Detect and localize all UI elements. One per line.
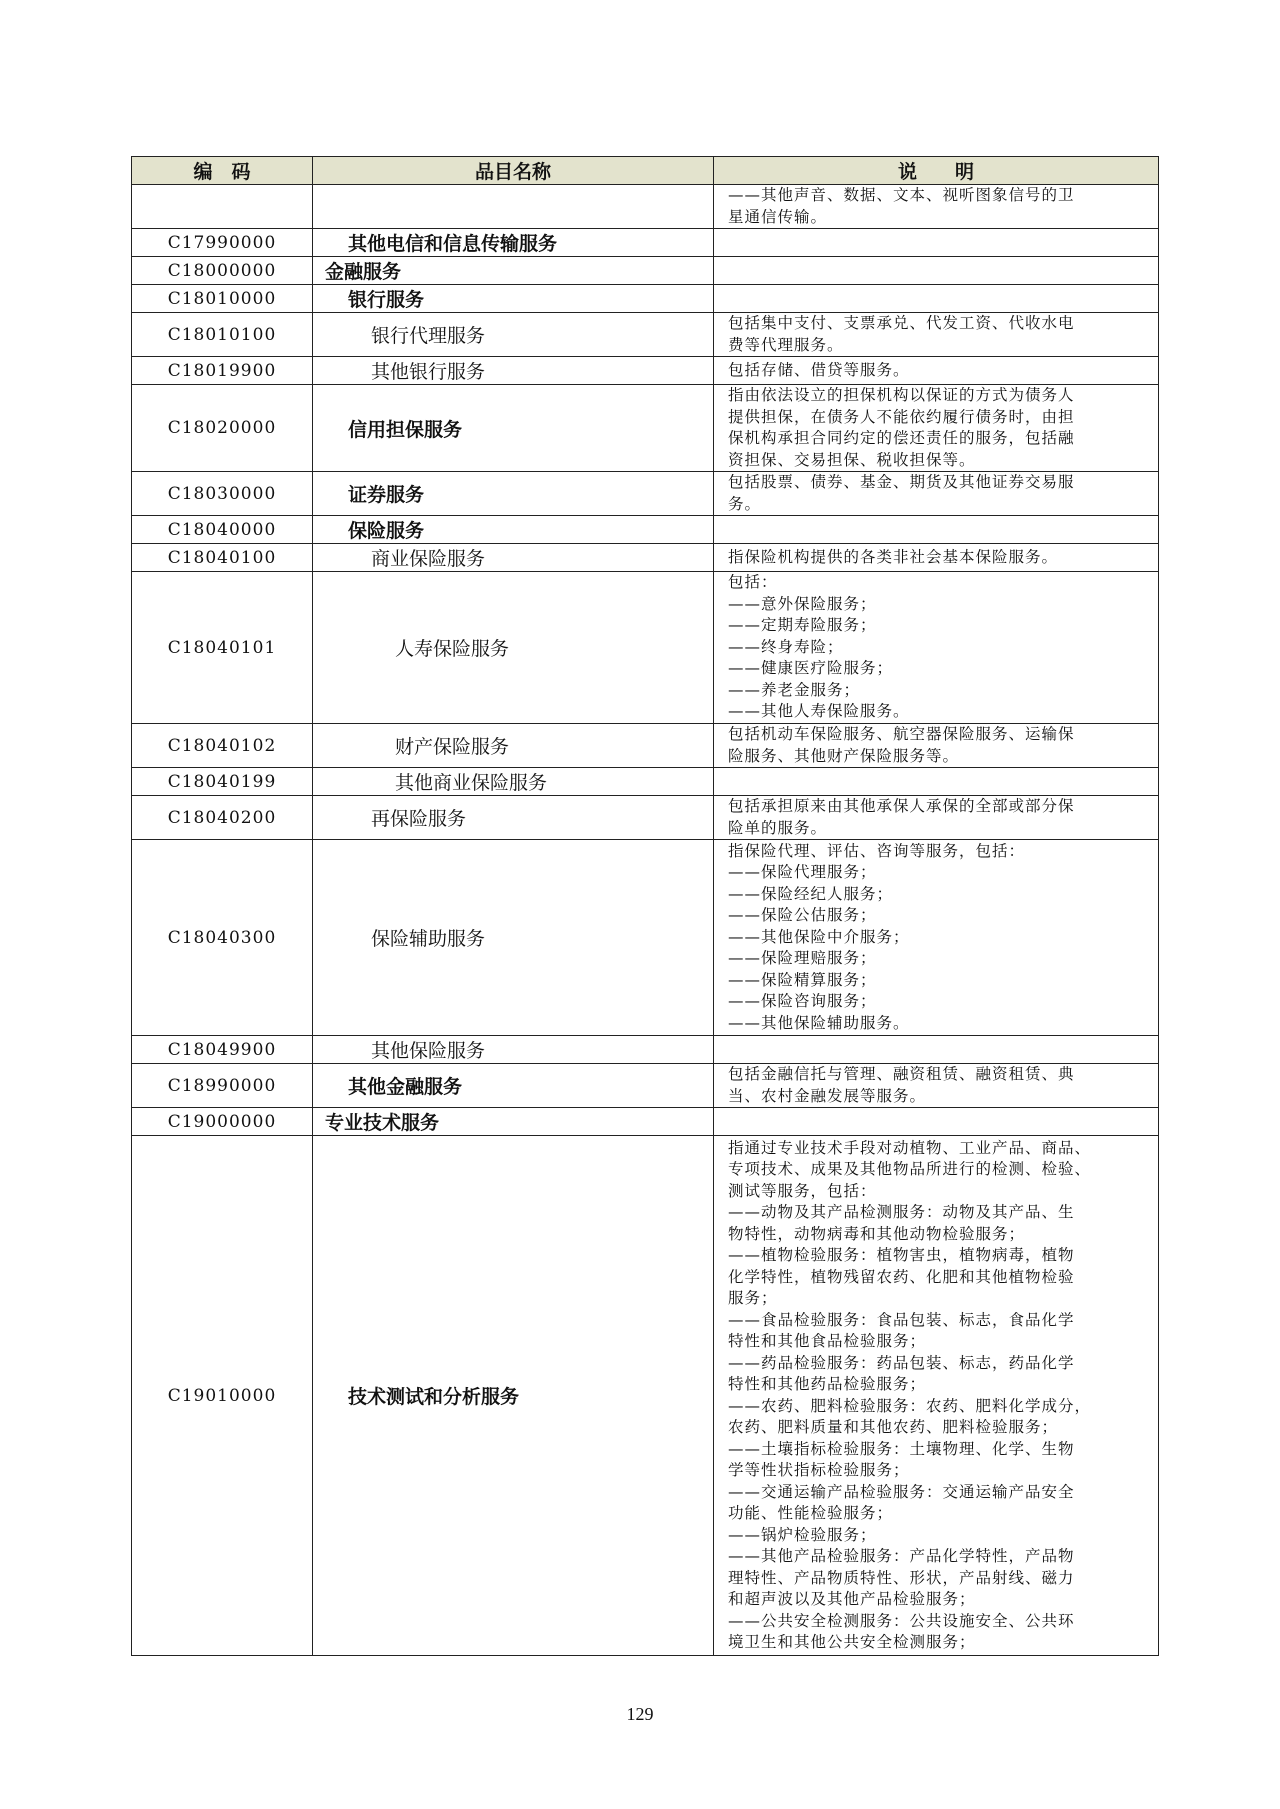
item-code: C18040000: [132, 516, 313, 544]
description-line: 境卫生和其他公共安全检测服务；: [728, 1633, 976, 1651]
item-name: 银行服务: [313, 285, 714, 313]
table-row: [132, 313, 1159, 357]
description-line: 资担保、交易担保、税收担保等。: [728, 450, 976, 469]
item-code: C18040102: [132, 724, 313, 768]
description-line: ——保险精算服务；: [728, 970, 877, 989]
description-line: 指保险代理、评估、咨询等服务，包括：: [728, 841, 1026, 860]
description-line: ——其他人寿保险服务。: [728, 702, 910, 721]
description-line: 包括存储、借贷等服务。: [728, 360, 910, 379]
item-description: [714, 544, 1159, 572]
description-line: ——动物及其产品检测服务：动物及其产品、生: [728, 1203, 1075, 1221]
item-name: 再保险服务: [313, 796, 714, 840]
description-line: ——其他保险中介服务；: [728, 927, 910, 946]
description-line: 特性和其他药品检验服务；: [728, 1375, 927, 1393]
table-row: [132, 516, 1159, 544]
item-code: C18000000: [132, 257, 313, 285]
description-line: ——交通运输产品检验服务：交通运输产品安全: [728, 1482, 1075, 1501]
description-line: 务。: [728, 494, 762, 513]
item-description: [714, 472, 1159, 516]
item-description: [714, 768, 1159, 796]
description-line: 化学特性，植物残留农药、化肥和其他植物检验: [728, 1267, 1075, 1286]
description-line: ——保险理赔服务；: [728, 949, 877, 968]
item-name: [313, 185, 714, 229]
description-line: 特性和其他食品检验服务；: [728, 1332, 927, 1350]
description-line: ——健康医疗险服务；: [728, 659, 894, 678]
description-line: ——其他保险辅助服务。: [728, 1013, 910, 1032]
item-name: 人寿保险服务: [313, 572, 714, 724]
item-description: [714, 313, 1159, 357]
item-description: [714, 285, 1159, 313]
description-line: 物特性，动物病毒和其他动物检验服务；: [728, 1224, 1026, 1243]
table-row: [132, 257, 1159, 285]
description-line: 功能、性能检验服务；: [728, 1504, 894, 1522]
item-description: [714, 724, 1159, 768]
item-description: [714, 796, 1159, 840]
description-line: ——终身寿险；: [728, 637, 844, 656]
table-row: [132, 1064, 1159, 1108]
table-row: [132, 472, 1159, 516]
item-name: 其他金融服务: [313, 1064, 714, 1108]
description-line: 提供担保，在债务人不能依约履行债务时，由担: [728, 407, 1075, 426]
item-name: 保险辅助服务: [313, 840, 714, 1036]
description-line: ——定期寿险服务；: [728, 616, 877, 635]
item-name: 信用担保服务: [313, 385, 714, 472]
description-line: 包括集中支付、支票承兑、代发工资、代收水电: [728, 314, 1075, 332]
description-line: ——土壤指标检验服务：土壤物理、化学、生物: [728, 1439, 1075, 1458]
item-code: C18040200: [132, 796, 313, 840]
table-body: [132, 185, 1159, 1656]
item-name: 其他银行服务: [313, 357, 714, 385]
description-line: 指由依法设立的担保机构以保证的方式为债务人: [728, 386, 1075, 404]
item-code: [132, 185, 313, 229]
description-line: ——植物检验服务：植物害虫，植物病毒，植物: [728, 1246, 1075, 1264]
description-line: 服务；: [728, 1289, 778, 1307]
table-row: [132, 357, 1159, 385]
table-row: [132, 768, 1159, 796]
item-code: C18040101: [132, 572, 313, 724]
description-line: ——其他产品检验服务：产品化学特性，产品物: [728, 1547, 1075, 1565]
table-row: [132, 385, 1159, 472]
table-row: [132, 229, 1159, 257]
description-line: 学等性状指标检验服务；: [728, 1461, 910, 1479]
item-description: [714, 357, 1159, 385]
table-row: [132, 285, 1159, 313]
item-description: [714, 516, 1159, 544]
item-code: C18010000: [132, 285, 313, 313]
item-name: 商业保险服务: [313, 544, 714, 572]
item-code: C18020000: [132, 385, 313, 472]
description-line: 当、农村金融发展等服务。: [728, 1086, 927, 1105]
item-name: 保险服务: [313, 516, 714, 544]
table-row: [132, 724, 1159, 768]
table-row: [132, 185, 1159, 229]
item-name: 其他电信和信息传输服务: [313, 229, 714, 257]
description-line: 专项技术、成果及其他物品所进行的检测、检验、: [728, 1160, 1092, 1178]
page-number: 129: [626, 1704, 654, 1724]
description-line: 包括承担原来由其他承保人承保的全部或部分保: [728, 797, 1075, 815]
table-row: [132, 544, 1159, 572]
item-code: C18030000: [132, 472, 313, 516]
item-name: 专业技术服务: [313, 1108, 714, 1136]
table-row: [132, 1136, 1159, 1656]
item-name: 技术测试和分析服务: [313, 1136, 714, 1656]
item-description: [714, 1036, 1159, 1064]
description-line: 指通过专业技术手段对动植物、工业产品、商品、: [728, 1138, 1092, 1157]
catalog-table: [131, 156, 1159, 1656]
description-line: 星通信传输。: [728, 207, 828, 226]
description-line: 和超声波以及其他产品检验服务；: [728, 1590, 976, 1608]
table-header-row: [132, 157, 1159, 185]
item-description: [714, 572, 1159, 724]
table-row: [132, 1036, 1159, 1064]
table-row: [132, 840, 1159, 1036]
description-line: 包括：: [728, 573, 778, 592]
description-line: ——养老金服务；: [728, 680, 861, 699]
item-code: C17990000: [132, 229, 313, 257]
item-name: 银行代理服务: [313, 313, 714, 357]
table-row: [132, 796, 1159, 840]
item-description: [714, 1064, 1159, 1108]
description-line: ——锅炉检验服务；: [728, 1525, 877, 1544]
description-line: ——农药、肥料检验服务：农药、肥料化学成分，: [728, 1396, 1092, 1415]
item-code: C18990000: [132, 1064, 313, 1108]
description-line: ——保险咨询服务；: [728, 992, 877, 1011]
description-line: ——保险代理服务；: [728, 863, 877, 882]
item-code: C18040300: [132, 840, 313, 1036]
item-name: 其他保险服务: [313, 1036, 714, 1064]
header-desc: 说 明: [714, 157, 1159, 185]
item-code: C19000000: [132, 1108, 313, 1136]
description-line: 费等代理服务。: [728, 335, 844, 354]
item-code: C18019900: [132, 357, 313, 385]
description-line: 理特性、产品物质特性、形状，产品射线、磁力: [728, 1568, 1075, 1587]
description-line: 保机构承担合同约定的偿还责任的服务，包括融: [728, 429, 1075, 447]
item-description: [714, 1136, 1159, 1656]
description-line: ——其他声音、数据、文本、视听图象信号的卫: [728, 186, 1075, 204]
item-code: C18049900: [132, 1036, 313, 1064]
description-line: ——药品检验服务：药品包装、标志，药品化学: [728, 1353, 1075, 1372]
description-line: 包括金融信托与管理、融资租赁、融资租赁、典: [728, 1065, 1075, 1083]
description-line: 农药、肥料质量和其他农药、肥料检验服务；: [728, 1418, 1059, 1436]
description-line: 指保险机构提供的各类非社会基本保险服务。: [728, 547, 1059, 566]
description-line: ——食品检验服务：食品包装、标志，食品化学: [728, 1310, 1075, 1329]
item-description: [714, 385, 1159, 472]
item-name: 金融服务: [313, 257, 714, 285]
description-line: 测试等服务，包括：: [728, 1181, 877, 1200]
item-description: [714, 257, 1159, 285]
item-code: C19010000: [132, 1136, 313, 1656]
item-name: 其他商业保险服务: [313, 768, 714, 796]
item-description: [714, 185, 1159, 229]
item-description: [714, 1108, 1159, 1136]
description-line: ——保险经纪人服务；: [728, 884, 894, 903]
item-description: [714, 840, 1159, 1036]
description-line: 险服务、其他财产保险服务等。: [728, 746, 960, 765]
item-name: 证券服务: [313, 472, 714, 516]
header-name: 品目名称: [313, 157, 714, 185]
table-row: [132, 1108, 1159, 1136]
table-row: [132, 572, 1159, 724]
header-code: 编 码: [132, 157, 313, 185]
item-name: 财产保险服务: [313, 724, 714, 768]
item-code: C18040100: [132, 544, 313, 572]
description-line: 包括机动车保险服务、航空器保险服务、运输保: [728, 725, 1075, 743]
description-line: ——公共安全检测服务：公共设施安全、公共环: [728, 1611, 1075, 1630]
description-line: ——保险公估服务；: [728, 906, 877, 925]
item-description: [714, 229, 1159, 257]
description-line: ——意外保险服务；: [728, 594, 877, 613]
description-line: 包括股票、债券、基金、期货及其他证券交易服: [728, 473, 1075, 491]
description-line: 险单的服务。: [728, 818, 828, 837]
item-code: C18010100: [132, 313, 313, 357]
item-code: C18040199: [132, 768, 313, 796]
